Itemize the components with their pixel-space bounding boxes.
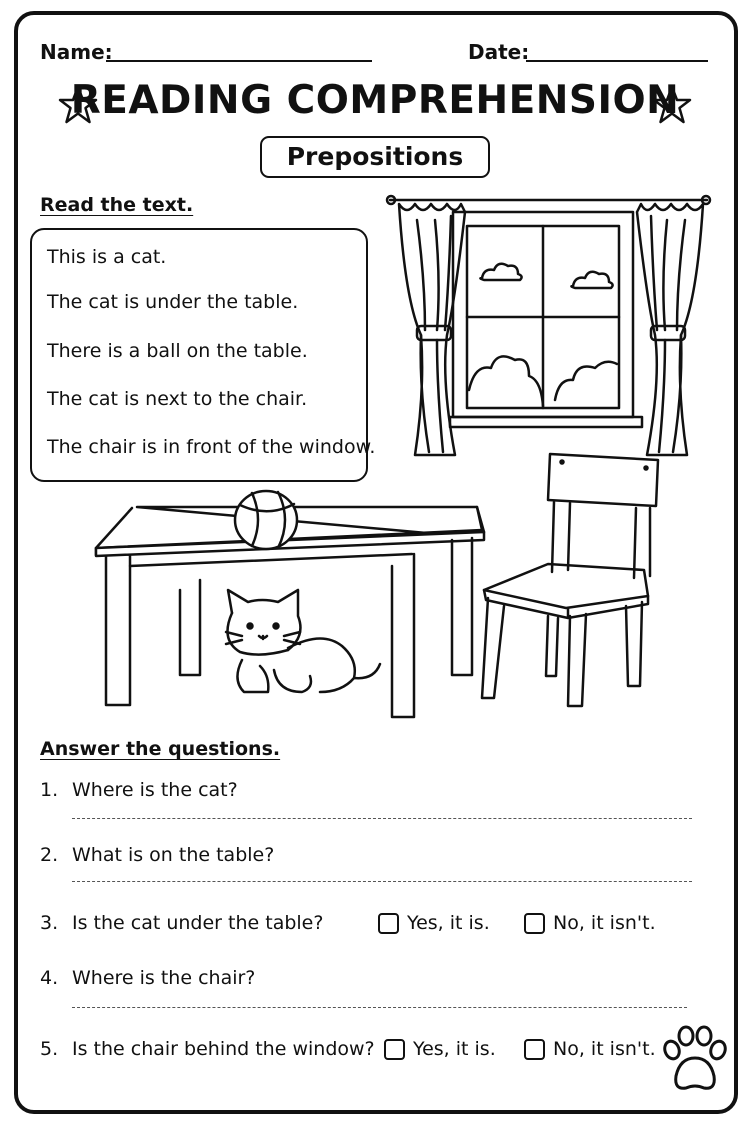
answer-line[interactable]	[72, 881, 692, 882]
checkbox[interactable]	[384, 1039, 405, 1060]
yes-option[interactable]	[378, 912, 490, 934]
no-option[interactable]	[524, 912, 656, 934]
no-option[interactable]	[524, 1038, 656, 1060]
yes-label: Yes, it is.	[407, 912, 490, 934]
checkbox[interactable]	[524, 1039, 545, 1060]
answer-line[interactable]	[72, 818, 692, 819]
question-number: 4.	[40, 967, 59, 989]
checkbox[interactable]	[378, 913, 399, 934]
question-number: 3.	[40, 912, 59, 934]
reading-sentence: The cat is next to the chair.	[47, 388, 308, 410]
chair-icon	[478, 448, 668, 708]
no-label: No, it isn't.	[553, 1038, 656, 1060]
question-text: Where is the chair?	[72, 967, 256, 989]
date-field[interactable]	[526, 60, 708, 62]
question-text: What is on the table?	[72, 844, 275, 866]
cat-icon	[226, 590, 380, 692]
question-number: 5.	[40, 1038, 59, 1060]
reading-sentence: The cat is under the table.	[47, 291, 299, 313]
question-text: Where is the cat?	[72, 779, 238, 801]
yes-label: Yes, it is.	[413, 1038, 496, 1060]
yes-option[interactable]	[384, 1038, 496, 1060]
question-text: Is the chair behind the window?	[72, 1038, 375, 1060]
reading-heading: Read the text.	[40, 194, 194, 216]
question-number: 2.	[40, 844, 59, 866]
reading-sentence: There is a ball on the table.	[47, 340, 308, 362]
no-label: No, it isn't.	[553, 912, 656, 934]
page-title: READING COMPREHENSION	[70, 78, 680, 123]
name-field[interactable]	[106, 60, 372, 62]
reading-text-box	[30, 228, 376, 482]
date-label: Date:	[468, 40, 530, 64]
window-illustration	[385, 190, 715, 460]
ball-icon	[235, 491, 297, 549]
questions-heading: Answer the questions.	[40, 738, 281, 760]
question-text: Is the cat under the table?	[72, 912, 324, 934]
reading-sentence: This is a cat.	[47, 246, 167, 268]
star-icon	[652, 85, 692, 125]
paw-icon	[658, 1024, 730, 1096]
name-label: Name:	[40, 40, 113, 64]
answer-line[interactable]	[72, 1007, 687, 1008]
subtitle: Prepositions	[260, 136, 490, 178]
checkbox[interactable]	[524, 913, 545, 934]
question-number: 1.	[40, 779, 59, 801]
reading-sentence: The chair is in front of the window.	[47, 436, 376, 458]
table-scene	[92, 480, 492, 720]
window-icon	[450, 212, 642, 427]
